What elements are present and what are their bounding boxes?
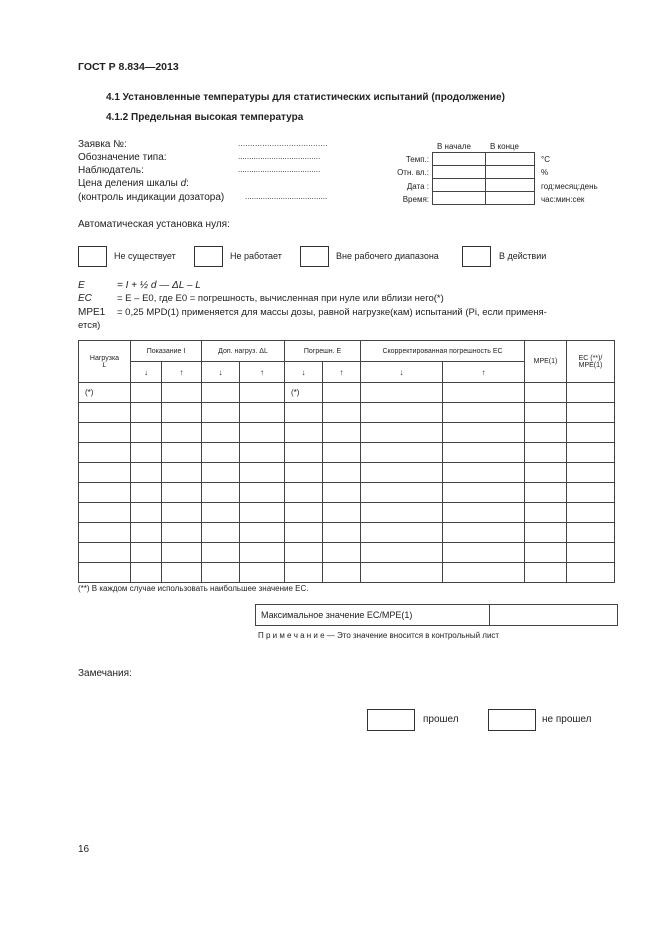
table-cell[interactable]	[131, 483, 162, 503]
table-cell[interactable]	[79, 543, 131, 563]
arrow-up-icon: ↑	[323, 362, 361, 383]
arrow-down-icon: ↓	[361, 362, 443, 383]
table-cell[interactable]	[202, 523, 240, 543]
table-cell[interactable]	[525, 563, 567, 583]
note: П р и м е ч а н и е — Это значение вносится в контрольный лист	[258, 631, 500, 640]
table-cell[interactable]	[240, 563, 285, 583]
table-cell[interactable]	[323, 423, 361, 443]
header-ratio: EC (**)/ MPE(1)	[567, 341, 615, 383]
table-row	[79, 503, 615, 523]
zero-setting-title: Автоматическая установка нуля:	[78, 219, 230, 230]
env-label-date: Дата :	[406, 182, 429, 191]
table-cell[interactable]	[525, 403, 567, 423]
table-cell[interactable]	[443, 543, 525, 563]
env-unit-temp: °С	[541, 155, 550, 164]
header-load-text: Нагрузка	[89, 354, 120, 362]
table-cell[interactable]	[443, 483, 525, 503]
formula-ec-symbol: EC	[78, 293, 92, 304]
table-cell[interactable]	[202, 423, 240, 443]
formula-mpe-equation: = 0,25 MPD(1) применяется для массы дозы, равной нагрузке(кам) испытаний (Pi, если применя-	[117, 307, 547, 318]
indicator-field[interactable]: .....................................	[245, 192, 328, 201]
header-load-symbol: L	[102, 361, 107, 369]
formula-mpe-symbol: MPE1	[78, 307, 106, 318]
scale-label	[78, 178, 189, 189]
table-cell[interactable]	[361, 403, 443, 423]
table-cell[interactable]	[240, 443, 285, 463]
env-temp-start[interactable]	[433, 153, 486, 166]
table-cell[interactable]	[443, 563, 525, 583]
table-cell[interactable]	[131, 443, 162, 463]
table-cell[interactable]	[443, 403, 525, 423]
env-label-time: Время:	[402, 195, 429, 204]
table-cell[interactable]	[567, 523, 615, 543]
table-cell[interactable]	[567, 503, 615, 523]
section-title-4-1-2: 4.1.2 Предельная высокая температура	[106, 112, 304, 123]
header-corrected-error: Скорректированная погрешность EC	[361, 341, 525, 362]
table-cell[interactable]	[240, 403, 285, 423]
section-title-4-1: 4.1 Установленные температуры для статистических испытаний (продолжение)	[106, 92, 505, 103]
table-cell[interactable]	[525, 503, 567, 523]
table-cell[interactable]	[443, 503, 525, 523]
env-time-end[interactable]	[486, 192, 535, 205]
table-cell[interactable]	[162, 443, 202, 463]
table-cell[interactable]	[323, 503, 361, 523]
env-col-end: В конце	[490, 142, 519, 151]
max-value-field[interactable]	[490, 605, 618, 626]
table-cell[interactable]	[202, 463, 240, 483]
failed-checkbox[interactable]	[488, 709, 536, 731]
type-label: Обозначение типа:	[78, 152, 167, 163]
table-cell[interactable]	[323, 563, 361, 583]
env-unit-time: час:мин:сек	[541, 195, 585, 204]
table-cell[interactable]	[162, 383, 202, 403]
env-col-start: В начале	[437, 142, 471, 151]
max-value-table	[255, 604, 618, 626]
table-cell[interactable]	[567, 383, 615, 403]
zero-option-active-label: В действии	[499, 251, 547, 261]
type-field[interactable]: .....................................	[238, 152, 321, 161]
remarks-label: Замечания:	[78, 668, 132, 679]
table-cell[interactable]	[361, 463, 443, 483]
table-cell[interactable]	[323, 483, 361, 503]
arrow-up-icon: ↑	[443, 362, 525, 383]
zero-option-out-of-range-checkbox[interactable]	[300, 246, 329, 267]
table-cell[interactable]	[79, 423, 131, 443]
table-cell[interactable]	[443, 463, 525, 483]
table-cell[interactable]	[162, 563, 202, 583]
table-cell[interactable]	[79, 523, 131, 543]
table-cell[interactable]	[240, 503, 285, 523]
table-cell[interactable]	[567, 563, 615, 583]
table-cell[interactable]	[525, 543, 567, 563]
table-cell[interactable]	[240, 523, 285, 543]
table-cell[interactable]	[361, 423, 443, 443]
passed-checkbox[interactable]	[367, 709, 415, 731]
table-cell[interactable]	[162, 423, 202, 443]
table-cell[interactable]	[361, 503, 443, 523]
table-cell[interactable]	[323, 523, 361, 543]
formula-mpe-equation-cont: ется)	[78, 320, 101, 331]
header-mpe: MPE(1)	[525, 341, 567, 383]
table-row	[79, 383, 615, 403]
table-row	[79, 483, 615, 503]
table-cell[interactable]	[285, 423, 323, 443]
indicator-label: (контроль индикации дозатора)	[78, 192, 225, 203]
table-cell[interactable]	[131, 523, 162, 543]
table-cell[interactable]	[323, 443, 361, 463]
table-cell[interactable]	[131, 403, 162, 423]
table-row	[79, 403, 615, 423]
zero-option-not-working-label: Не работает	[230, 251, 282, 261]
arrow-up-icon: ↑	[240, 362, 285, 383]
table-cell[interactable]	[285, 403, 323, 423]
table-cell[interactable]	[285, 463, 323, 483]
table-row	[79, 423, 615, 443]
table-cell[interactable]	[131, 503, 162, 523]
table-cell[interactable]	[202, 403, 240, 423]
document-header: ГОСТ Р 8.834—2013	[78, 61, 179, 73]
table-cell[interactable]	[131, 383, 162, 403]
table-cell[interactable]	[285, 483, 323, 503]
table-cell[interactable]	[361, 543, 443, 563]
observer-label: Наблюдатель:	[78, 165, 144, 176]
table-cell[interactable]	[323, 543, 361, 563]
arrow-down-icon: ↓	[131, 362, 162, 383]
table-cell[interactable]	[567, 423, 615, 443]
table-cell[interactable]	[525, 523, 567, 543]
env-time-start[interactable]	[433, 192, 486, 205]
table-cell[interactable]	[567, 403, 615, 423]
table-cell[interactable]	[79, 443, 131, 463]
table-cell[interactable]	[361, 483, 443, 503]
table-cell[interactable]	[162, 403, 202, 423]
table-cell[interactable]	[131, 423, 162, 443]
header-error: Погрешн. E	[285, 341, 361, 362]
table-cell[interactable]	[202, 543, 240, 563]
table-cell[interactable]	[361, 443, 443, 463]
table-cell[interactable]	[525, 443, 567, 463]
table-cell[interactable]	[443, 383, 525, 403]
table-cell[interactable]	[361, 383, 443, 403]
page-number: 16	[78, 844, 90, 855]
env-date-start[interactable]	[433, 179, 486, 192]
table-row	[79, 563, 615, 583]
table-cell-mark[interactable]: (*)	[79, 383, 131, 403]
table-cell[interactable]	[443, 423, 525, 443]
table-cell[interactable]	[285, 503, 323, 523]
table-cell[interactable]	[567, 543, 615, 563]
results-table	[78, 340, 615, 583]
arrow-down-icon: ↓	[202, 362, 240, 383]
table-cell[interactable]	[79, 483, 131, 503]
env-label-temp: Темп.:	[405, 155, 429, 164]
table-cell[interactable]	[131, 543, 162, 563]
table-cell[interactable]	[131, 463, 162, 483]
table-cell[interactable]	[285, 543, 323, 563]
table-row	[79, 543, 615, 563]
table-cell-mark[interactable]: (*)	[285, 383, 323, 403]
env-unit-date: год:месяц:день	[541, 182, 598, 191]
table-cell[interactable]	[323, 463, 361, 483]
table-cell[interactable]	[323, 403, 361, 423]
table-cell[interactable]	[79, 563, 131, 583]
table-cell[interactable]	[79, 403, 131, 423]
table-cell[interactable]	[162, 463, 202, 483]
max-value-label: Максимальное значение EC/MPE(1)	[256, 605, 490, 626]
table-cell[interactable]	[240, 483, 285, 503]
table-cell[interactable]	[202, 483, 240, 503]
table-cell[interactable]	[525, 423, 567, 443]
table-cell[interactable]	[202, 563, 240, 583]
zero-option-not-exist-checkbox[interactable]	[78, 246, 107, 267]
arrow-down-icon: ↓	[285, 362, 323, 383]
table-cell[interactable]	[361, 563, 443, 583]
table-cell[interactable]	[567, 483, 615, 503]
header-indication: Показание I	[131, 341, 202, 362]
table-cell[interactable]	[525, 483, 567, 503]
env-humidity-start[interactable]	[433, 166, 486, 179]
env-date-end[interactable]	[486, 179, 535, 192]
table-cell[interactable]	[240, 463, 285, 483]
table-cell[interactable]	[162, 523, 202, 543]
table-cell[interactable]	[525, 383, 567, 403]
table-cell[interactable]	[285, 563, 323, 583]
zero-option-active-checkbox[interactable]	[462, 246, 491, 267]
table-cell[interactable]	[361, 523, 443, 543]
table-cell[interactable]	[525, 463, 567, 483]
table-cell[interactable]	[162, 543, 202, 563]
table-cell[interactable]	[162, 503, 202, 523]
request-field[interactable]: .....................................	[238, 139, 328, 148]
table-cell[interactable]	[202, 443, 240, 463]
table-cell[interactable]	[79, 503, 131, 523]
table-cell[interactable]	[443, 443, 525, 463]
table-cell[interactable]	[202, 383, 240, 403]
table-cell[interactable]	[323, 383, 361, 403]
header-load	[79, 341, 131, 383]
table-cell[interactable]	[285, 443, 323, 463]
request-label: Заявка №:	[78, 139, 127, 150]
failed-label: не прошел	[542, 714, 592, 725]
table-cell[interactable]	[567, 443, 615, 463]
table-row	[79, 463, 615, 483]
table-cell[interactable]	[240, 423, 285, 443]
table-footnote: (**) В каждом случае использовать наибольшее значение EC.	[78, 584, 309, 593]
table-cell[interactable]	[567, 463, 615, 483]
zero-option-not-working-checkbox[interactable]	[194, 246, 223, 267]
table-cell[interactable]	[285, 523, 323, 543]
formula-e-equation: = I + ½ d — ΔL – L	[117, 280, 201, 291]
passed-label: прошел	[423, 714, 459, 725]
env-humidity-end[interactable]	[486, 166, 535, 179]
scale-label-text: Цена деления шкалы d:	[78, 178, 189, 189]
env-unit-humidity: %	[541, 168, 549, 177]
zero-option-out-of-range-label: Вне рабочего диапазона	[336, 251, 439, 261]
table-cell[interactable]	[202, 503, 240, 523]
table-cell[interactable]	[443, 523, 525, 543]
formula-ec-equation: = E – E0, где E0 = погрешность, вычисленная при нуле или вблизи него(*)	[117, 293, 444, 304]
header-add-load: Доп. нагруз. ΔL	[202, 341, 285, 362]
arrow-up-icon: ↑	[162, 362, 202, 383]
env-temp-end[interactable]	[486, 153, 535, 166]
table-cell[interactable]	[79, 463, 131, 483]
table-cell[interactable]	[240, 543, 285, 563]
formula-e-symbol: E	[78, 280, 85, 291]
table-row	[79, 523, 615, 543]
observer-field[interactable]: .....................................	[238, 165, 321, 174]
table-cell[interactable]	[131, 563, 162, 583]
zero-option-not-exist-label: Не существует	[114, 251, 176, 261]
env-label-humidity: Отн. вл.:	[397, 168, 429, 177]
table-cell[interactable]	[162, 483, 202, 503]
env-table	[432, 152, 535, 205]
table-row	[79, 443, 615, 463]
table-cell[interactable]	[240, 383, 285, 403]
